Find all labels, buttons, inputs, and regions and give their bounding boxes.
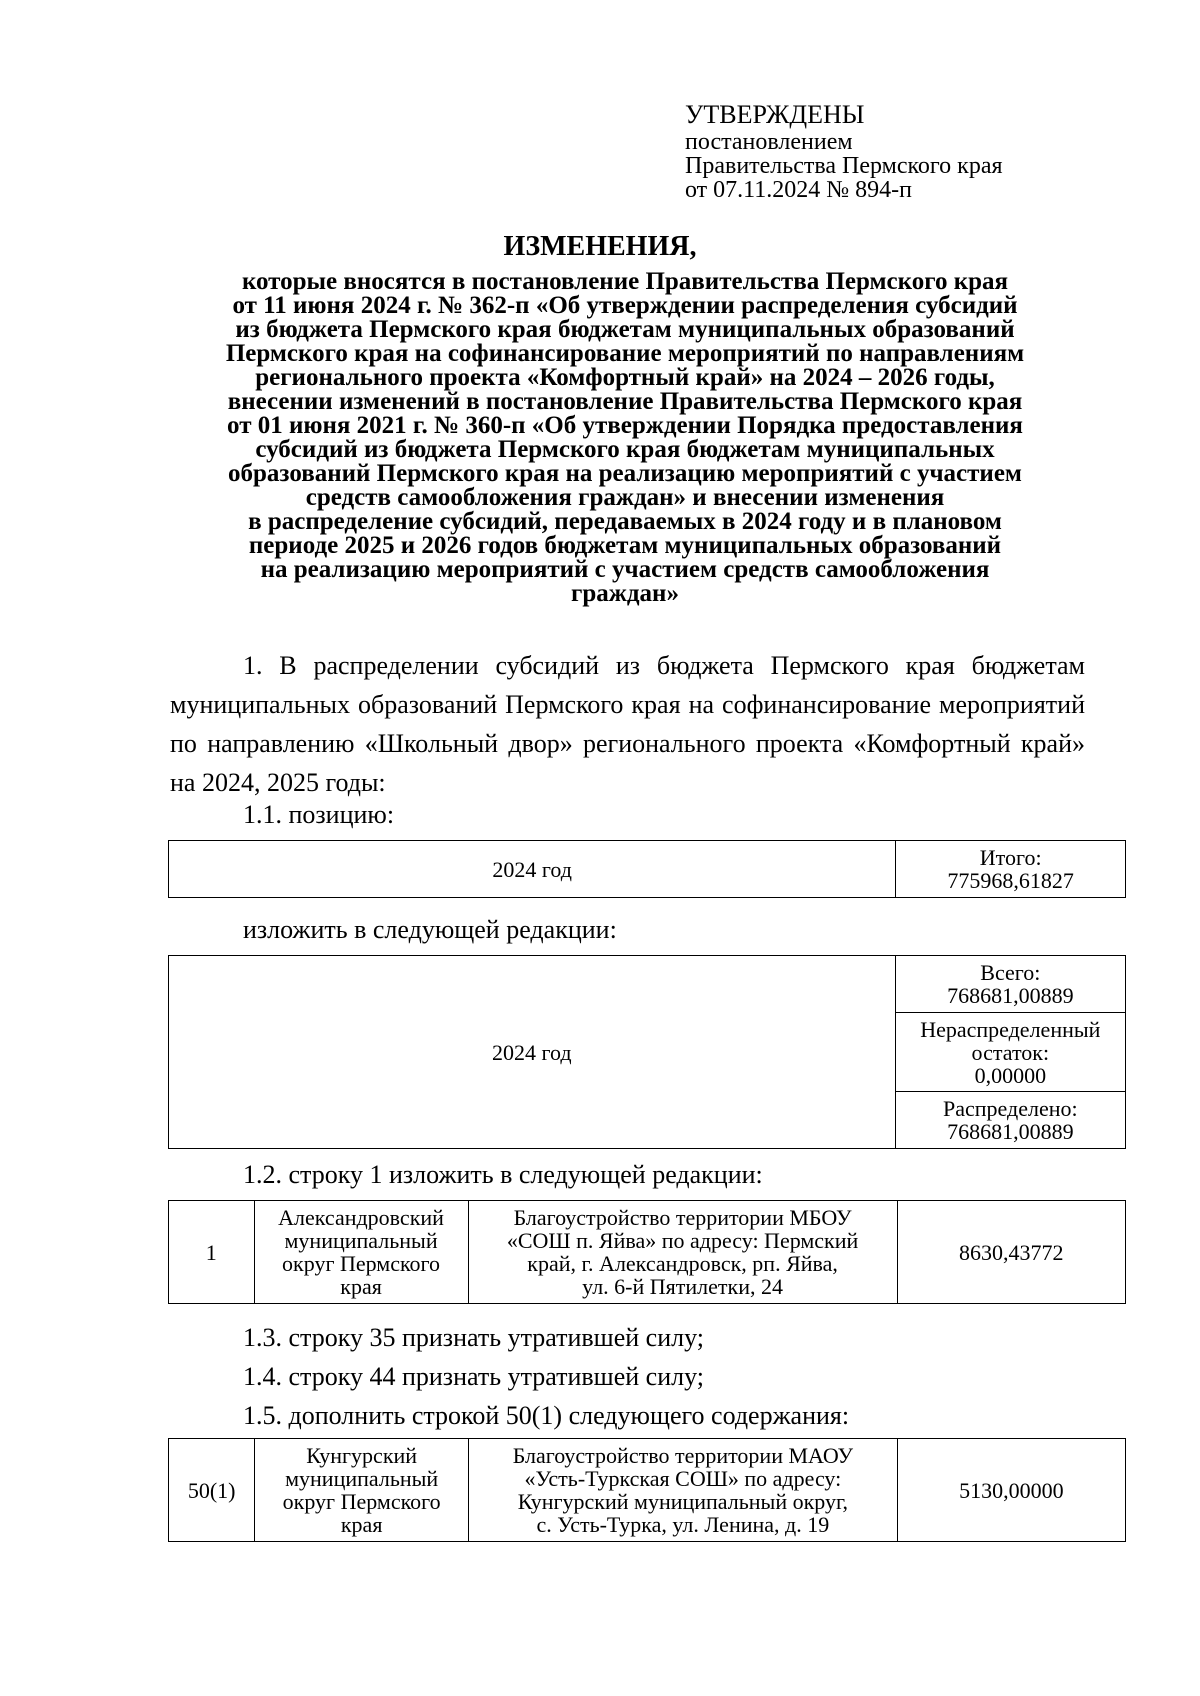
table-row: [169, 841, 1126, 898]
approval-block: [685, 100, 1105, 202]
all-value: 768681,00889: [947, 983, 1074, 1008]
unallocated-label-1: Нераспределенный: [920, 1016, 1101, 1042]
unallocated-value: 0,00000: [974, 1062, 1047, 1088]
document-title: ИЗМЕНЕНИЯ,: [503, 231, 697, 262]
unallocated-cell: [895, 1013, 1125, 1092]
row-number: 50(1): [169, 1439, 255, 1542]
subtitle-line: субсидий из бюджета Пермского края бюджетам муниципальных: [255, 436, 995, 463]
total-label: Итого:: [979, 845, 1042, 870]
entity-cell: [254, 1201, 468, 1304]
subtitle-line: образований Пермского края на реализацию мероприятий с участием: [228, 460, 1022, 487]
item-1-5: 1.5. дополнить строкой 50(1) следующего содержания:: [243, 1401, 850, 1430]
amount-cell: 5130,00000: [897, 1439, 1125, 1542]
subtitle-line: периоде 2025 и 2026 годов бюджетам муниципальных образований: [248, 532, 1002, 559]
allocated-cell: [895, 1092, 1125, 1149]
table-row-1: [168, 1200, 1126, 1304]
subtitle-line: регионального проекта «Комфортный край» на 2024 – 2026 годы,: [255, 364, 995, 391]
subtitle-line: от 11 июня 2024 г. № 362-п «Об утверждении распределения субсидий: [232, 292, 1018, 319]
item-1-2: 1.2. строку 1 изложить в следующей редакции:: [243, 1160, 763, 1189]
table-row: [169, 1439, 1126, 1542]
object-line: край, г. Александровск, рп. Яйва,: [527, 1251, 838, 1276]
object-cell: [468, 1201, 897, 1304]
object-cell: [469, 1439, 898, 1542]
table-row: [169, 956, 1126, 1013]
subtitle-line: из бюджета Пермского края бюджетам муниципальных образований: [235, 316, 1015, 343]
item-1-1: 1.1. позицию:: [243, 800, 395, 829]
allocated-value: 768681,00889: [947, 1119, 1074, 1144]
table-position-old: [168, 840, 1126, 898]
paragraph-1: [170, 646, 1085, 802]
subtitle-line: на реализацию мероприятий с участием средств самообложения: [260, 556, 990, 583]
row-number: 1: [169, 1201, 255, 1304]
entity-line: округ Пермского: [282, 1489, 441, 1514]
table-position-new: [168, 955, 1126, 1149]
approval-line-1: постановлением: [685, 129, 853, 155]
object-line: Кунгурский муниципальный округ,: [517, 1489, 849, 1514]
object-line: «Усть-Туркская СОШ» по адресу:: [524, 1466, 842, 1491]
year-cell: 2024 год: [169, 956, 896, 1149]
table-row: [169, 1201, 1126, 1304]
entity-line: Александровский: [278, 1205, 444, 1230]
restate-text: изложить в следующей редакции:: [243, 915, 617, 944]
object-line: «СОШ п. Яйва» по адресу: Пермский: [506, 1228, 859, 1253]
entity-line: края: [340, 1512, 383, 1537]
subtitle-line: средств самообложения граждан» и внесении изменения: [305, 484, 945, 511]
entity-line: муниципальный: [284, 1228, 438, 1253]
subtitle-line: в распределение субсидий, передаваемых в 2024 году и в плановом: [248, 508, 1002, 535]
item-1-3: 1.3. строку 35 признать утратившей силу;: [243, 1323, 704, 1352]
object-line: ул. 6-й Пятилетки, 24: [582, 1274, 783, 1299]
object-line: Благоустройство территории МАОУ: [512, 1443, 854, 1468]
approval-line-3: от 07.11.2024 № 894-п: [685, 177, 913, 203]
subtitle-line: которые вносятся в постановление Правительства Пермского края: [241, 268, 1009, 295]
subtitle-line: Пермского края на софинансирование мероприятий по направлениям: [225, 340, 1025, 367]
year-cell: 2024 год: [169, 841, 896, 898]
total-value: 775968,61827: [947, 868, 1074, 893]
entity-cell: [255, 1439, 469, 1542]
object-line: Благоустройство территории МБОУ: [513, 1205, 852, 1230]
subtitle-line: внесении изменений в постановление Правительства Пермского края: [227, 388, 1023, 415]
entity-line: муниципальный: [285, 1466, 439, 1491]
entity-line: округ Пермского: [282, 1251, 441, 1276]
unallocated-label-2: остаток:: [971, 1039, 1050, 1065]
subtitle-line: от 01 июня 2021 г. № 360-п «Об утверждении Порядка предоставления: [227, 412, 1023, 439]
amount-cell: 8630,43772: [897, 1201, 1125, 1304]
item-1-4: 1.4. строку 44 признать утратившей силу;: [243, 1362, 704, 1391]
all-cell: [895, 956, 1125, 1013]
allocated-label: Распределено:: [943, 1096, 1078, 1121]
document-subtitle: [165, 270, 1085, 606]
approval-line-2: Правительства Пермского края: [685, 153, 1003, 179]
subtitle-line: граждан»: [571, 580, 679, 607]
all-label: Всего:: [980, 960, 1041, 985]
object-line: с. Усть-Турка, ул. Ленина, д. 19: [536, 1512, 830, 1537]
entity-line: края: [340, 1274, 382, 1299]
entity-line: Кунгурский: [306, 1443, 418, 1468]
paragraph-1-text: 1. В распределении субсидий из бюджета Пермского края бюджетам муниципальных образований Пермского края на софинансирование мероприятий по направлению «Школьный двор» регионального проекта «Комфортный край» на 2024, 2025 годы:: [170, 651, 1085, 797]
total-cell: [896, 841, 1126, 898]
approval-head: УТВЕРЖДЕНЫ: [685, 100, 865, 129]
table-row-50-1: [168, 1438, 1126, 1542]
